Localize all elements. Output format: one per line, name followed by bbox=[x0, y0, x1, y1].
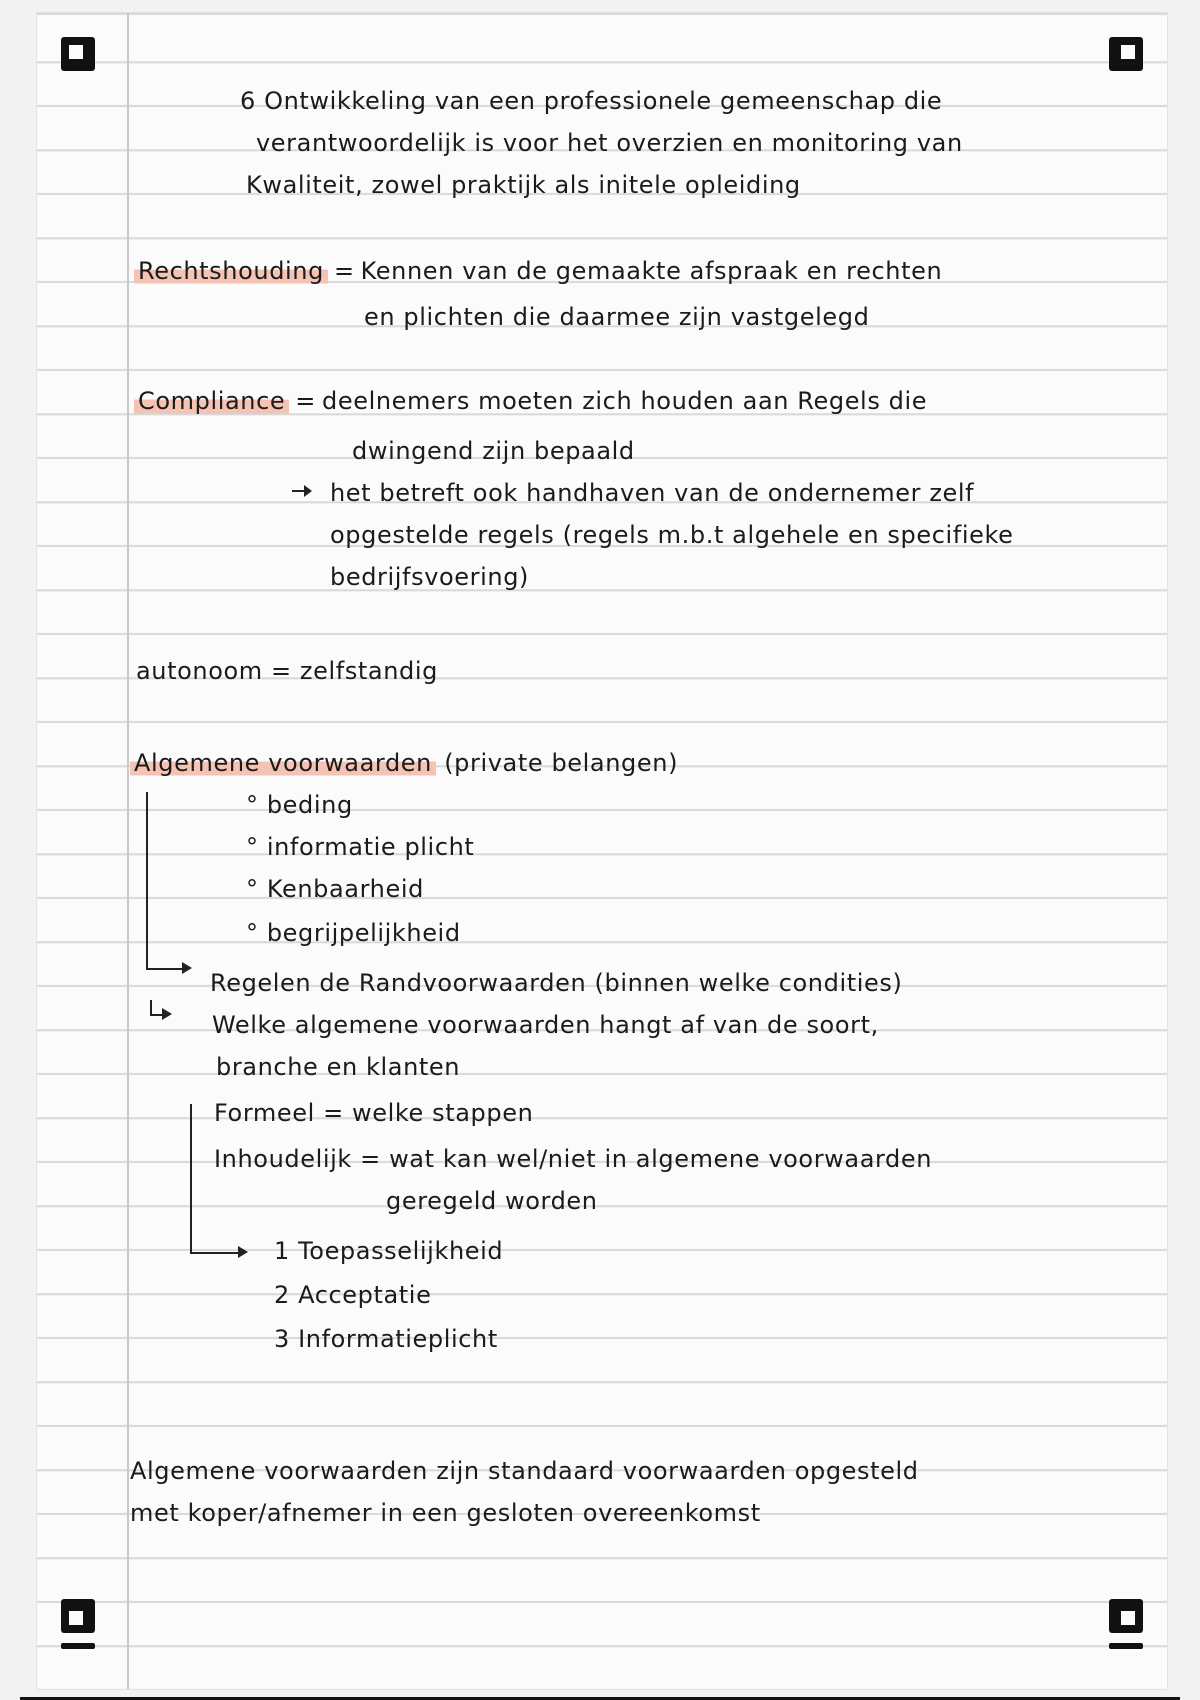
bullet-label: informatie plicht bbox=[266, 833, 475, 861]
compliance-line5: bedrijfsvoering) bbox=[330, 563, 529, 591]
corner-marker-icon bbox=[1109, 1599, 1143, 1633]
bullet-item: ° begrijpelijkheid bbox=[246, 919, 461, 947]
compliance-line1: deelnemers moeten zich houden aan Regels die bbox=[322, 387, 928, 415]
corner-marker-icon bbox=[1109, 37, 1143, 71]
arrow-right-icon bbox=[182, 962, 192, 974]
compliance-line4: opgestelde regels (regels m.b.t algehele en specifieke bbox=[330, 521, 1014, 549]
arrow-right-icon bbox=[292, 490, 310, 492]
equals-sign: = bbox=[295, 387, 316, 415]
compliance-definition bbox=[134, 386, 927, 416]
autonoom-definition: autonoom = zelfstandig bbox=[136, 657, 438, 685]
inhoud-line2: geregeld worden bbox=[386, 1187, 598, 1215]
rechtshouding-definition bbox=[134, 256, 942, 286]
bullet-item: ° informatie plicht bbox=[246, 833, 475, 861]
algemene-heading bbox=[130, 748, 678, 778]
formeel-text: Formeel = welke stappen bbox=[214, 1099, 534, 1127]
algemene-rest: (private belangen) bbox=[444, 749, 679, 777]
arrow1-text: Regelen de Randvoorwaarden (binnen welke condities) bbox=[210, 969, 903, 997]
numbered-item: 3 Informatieplicht bbox=[274, 1325, 498, 1353]
point6-line1: 6 Ontwikkeling van een professionele gemeenschap die bbox=[240, 87, 943, 115]
corner-marker-icon bbox=[61, 1599, 95, 1633]
inhoud-line1: Inhoudelijk = wat kan wel/niet in algemene voorwaarden bbox=[214, 1145, 933, 1173]
corner-marker-icon bbox=[61, 37, 95, 71]
bullet-label: begrijpelijkheid bbox=[266, 919, 461, 947]
rechtshouding-line2: en plichten die daarmee zijn vastgelegd bbox=[364, 303, 870, 331]
numbered-item: 2 Acceptatie bbox=[274, 1281, 432, 1309]
rechtshouding-term: Rechtshouding bbox=[134, 257, 328, 285]
bullet-item: ° beding bbox=[246, 791, 353, 819]
equals-sign: = bbox=[333, 257, 355, 285]
compliance-line2: dwingend zijn bepaald bbox=[352, 437, 635, 465]
closing-line1: Algemene voorwaarden zijn standaard voorwaarden opgesteld bbox=[130, 1457, 919, 1485]
bullet-item: ° Kenbaarheid bbox=[246, 875, 424, 903]
arrow2-line2: branche en klanten bbox=[216, 1053, 461, 1081]
rechtshouding-line1: Kennen van de gemaakte afspraak en rechten bbox=[360, 257, 943, 285]
compliance-line3: het betreft ook handhaven van de ondernemer zelf bbox=[330, 479, 975, 507]
bullet-label: Kenbaarheid bbox=[266, 875, 424, 903]
bullet-label: beding bbox=[266, 791, 353, 819]
bracket-arrow bbox=[146, 792, 186, 970]
bracket-arrow bbox=[190, 1104, 242, 1254]
arrow-right-icon bbox=[162, 1008, 172, 1020]
point6-line3: Kwaliteit, zowel praktijk als initele opleiding bbox=[246, 171, 801, 199]
margin-line bbox=[127, 13, 129, 1689]
point6-line2: verantwoordelijk is voor het overzien en monitoring van bbox=[256, 129, 963, 157]
closing-line2: met koper/afnemer in een gesloten overeenkomst bbox=[130, 1499, 761, 1527]
corner-bar bbox=[1109, 1643, 1143, 1649]
algemene-term: Algemene voorwaarden bbox=[130, 749, 436, 777]
compliance-term: Compliance bbox=[134, 387, 289, 415]
corner-bar bbox=[61, 1643, 95, 1649]
arrow2-line1: Welke algemene voorwaarden hangt af van de soort, bbox=[212, 1011, 879, 1039]
arrow-right-icon bbox=[238, 1246, 248, 1258]
numbered-item: 1 Toepasselijkheid bbox=[274, 1237, 504, 1265]
